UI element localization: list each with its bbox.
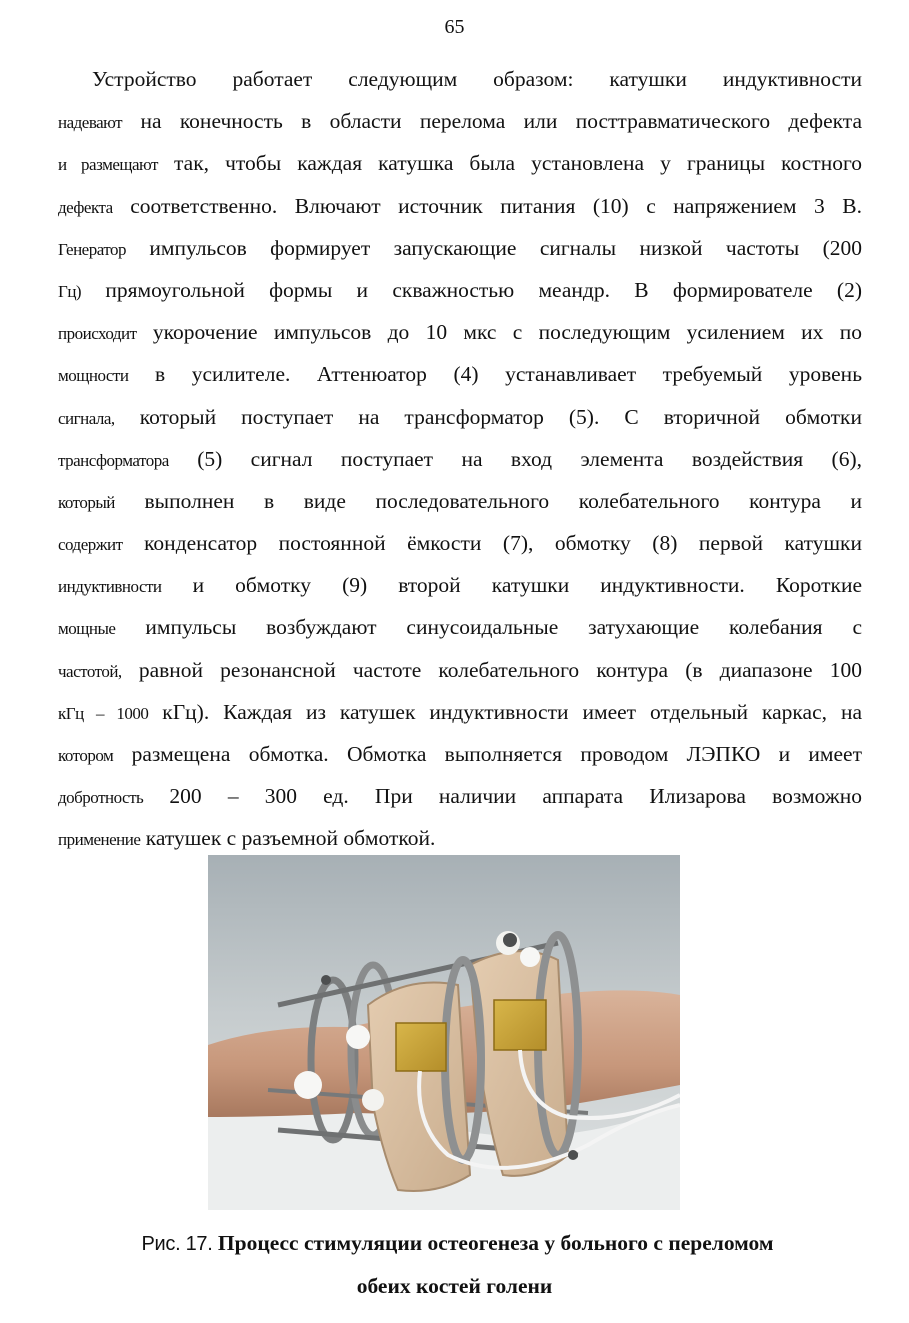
text-line	[58, 775, 862, 817]
text-line-lead: который	[58, 492, 115, 512]
text-line-rest: импульсов формирует запускающие сигналы низкой частоты (200	[126, 235, 862, 260]
text-line-lead: добротность	[58, 788, 144, 808]
text-line-lead: индуктивности	[58, 577, 162, 597]
electrode-pad-right	[494, 1000, 546, 1050]
text-line-rest: соответственно. Влючают источник питания (10) с напряжением 3 В.	[112, 193, 862, 218]
text-line	[58, 311, 862, 353]
text-line-rest: прямоугольной формы и скважностью меандр. В формирователе (2)	[81, 277, 862, 302]
text-line	[58, 606, 862, 648]
text-line-rest: который поступает на трансформатор (5). С вторичной обмотки	[114, 404, 862, 429]
text-line-rest: в усилителе. Аттенюатор (4) устанавливает требуемый уровень	[128, 362, 862, 387]
text-line-rest: импульсы возбуждают синусоидальные затухающие колебания с	[115, 615, 862, 640]
text-line	[58, 269, 862, 311]
text-line-rest: (5) сигнал поступает на вход элемента воздействия (6),	[168, 446, 862, 471]
clamp-1	[321, 975, 331, 985]
gauze-1	[294, 1071, 322, 1099]
text-line	[58, 142, 862, 184]
clamp-3	[568, 1150, 578, 1160]
text-line-lead: применение	[58, 830, 141, 850]
body-paragraph	[58, 58, 862, 860]
text-line	[58, 522, 862, 564]
text-line-rest: Устройство работает следующим образом: катушки индуктивности	[92, 67, 862, 91]
text-line	[58, 100, 862, 142]
text-line-rest: равной резонансной частоте колебательного контура (в диапазоне 100	[121, 657, 862, 682]
text-line-lead: Генератор	[58, 239, 127, 259]
text-line-lead: кГц – 1000	[58, 703, 149, 723]
text-line-lead: Гц)	[58, 281, 82, 301]
text-line-lead: котором	[58, 746, 114, 765]
text-line	[58, 185, 862, 227]
text-line-rest: размещена обмотка. Обмотка выполняется проводом ЛЭПКО и имеет	[113, 742, 862, 766]
gauze-5	[520, 947, 540, 967]
text-line	[58, 58, 862, 100]
text-line	[58, 438, 862, 480]
text-line	[58, 353, 862, 395]
text-line-rest: и обмотку (9) второй катушки индуктивности. Короткие	[161, 573, 862, 598]
figure-title-line2: обеих костей голени	[356, 1274, 553, 1298]
leg-stimulation-photo	[208, 855, 680, 1210]
text-line-lead: сигнала,	[58, 408, 115, 428]
text-line-rest: на конечность в области перелома или посттравматического дефекта	[122, 109, 862, 134]
text-line	[58, 649, 862, 691]
gauze-2	[346, 1025, 370, 1049]
text-line-rest: кГц). Каждая из катушек индуктивности имеет отдельный каркас, на	[148, 699, 862, 724]
text-line	[58, 396, 862, 438]
clamp-2	[503, 933, 517, 947]
text-line-lead: и размещают	[58, 155, 158, 175]
text-line	[58, 480, 862, 522]
text-line-rest: 200 – 300 ед. При наличии аппарата Илизарова возможно	[143, 784, 862, 809]
text-line-lead: частотой,	[58, 661, 122, 681]
text-line-lead: трансформатора	[58, 450, 169, 470]
text-line-lead: дефекта	[58, 197, 113, 217]
figure-label: Рис. 17.	[141, 1233, 213, 1255]
page-number: 65	[444, 16, 465, 38]
text-line	[58, 691, 862, 733]
figure-photo	[208, 855, 680, 1210]
text-line	[58, 564, 862, 606]
text-line-lead: мощности	[58, 366, 129, 386]
text-line-rest: так, чтобы каждая катушка была установлена у границы костного	[157, 151, 862, 176]
text-line-lead: надевают	[58, 113, 123, 133]
electrode-pad-left	[396, 1023, 446, 1071]
text-line	[58, 817, 862, 859]
text-line-rest: конденсатор постоянной ёмкости (7), обмотку (8) первой катушки	[122, 531, 862, 556]
text-line-lead: происходит	[58, 324, 137, 344]
text-line-rest: укорочение импульсов до 10 мкс с последующим усилением их по	[136, 320, 862, 345]
text-line-rest: катушек с разъемной обмоткой.	[140, 826, 436, 851]
text-line	[58, 733, 862, 775]
text-line	[58, 227, 862, 269]
text-line-rest: выполнен в виде последовательного колебательного контура и	[114, 488, 862, 513]
text-line-lead: мощные	[58, 619, 116, 639]
figure-caption	[0, 1222, 909, 1307]
figure-title-line1: Процесс стимуляции остеогенеза у больного с переломом	[217, 1231, 774, 1255]
text-line-lead: содержит	[58, 535, 123, 555]
gauze-3	[362, 1089, 384, 1111]
